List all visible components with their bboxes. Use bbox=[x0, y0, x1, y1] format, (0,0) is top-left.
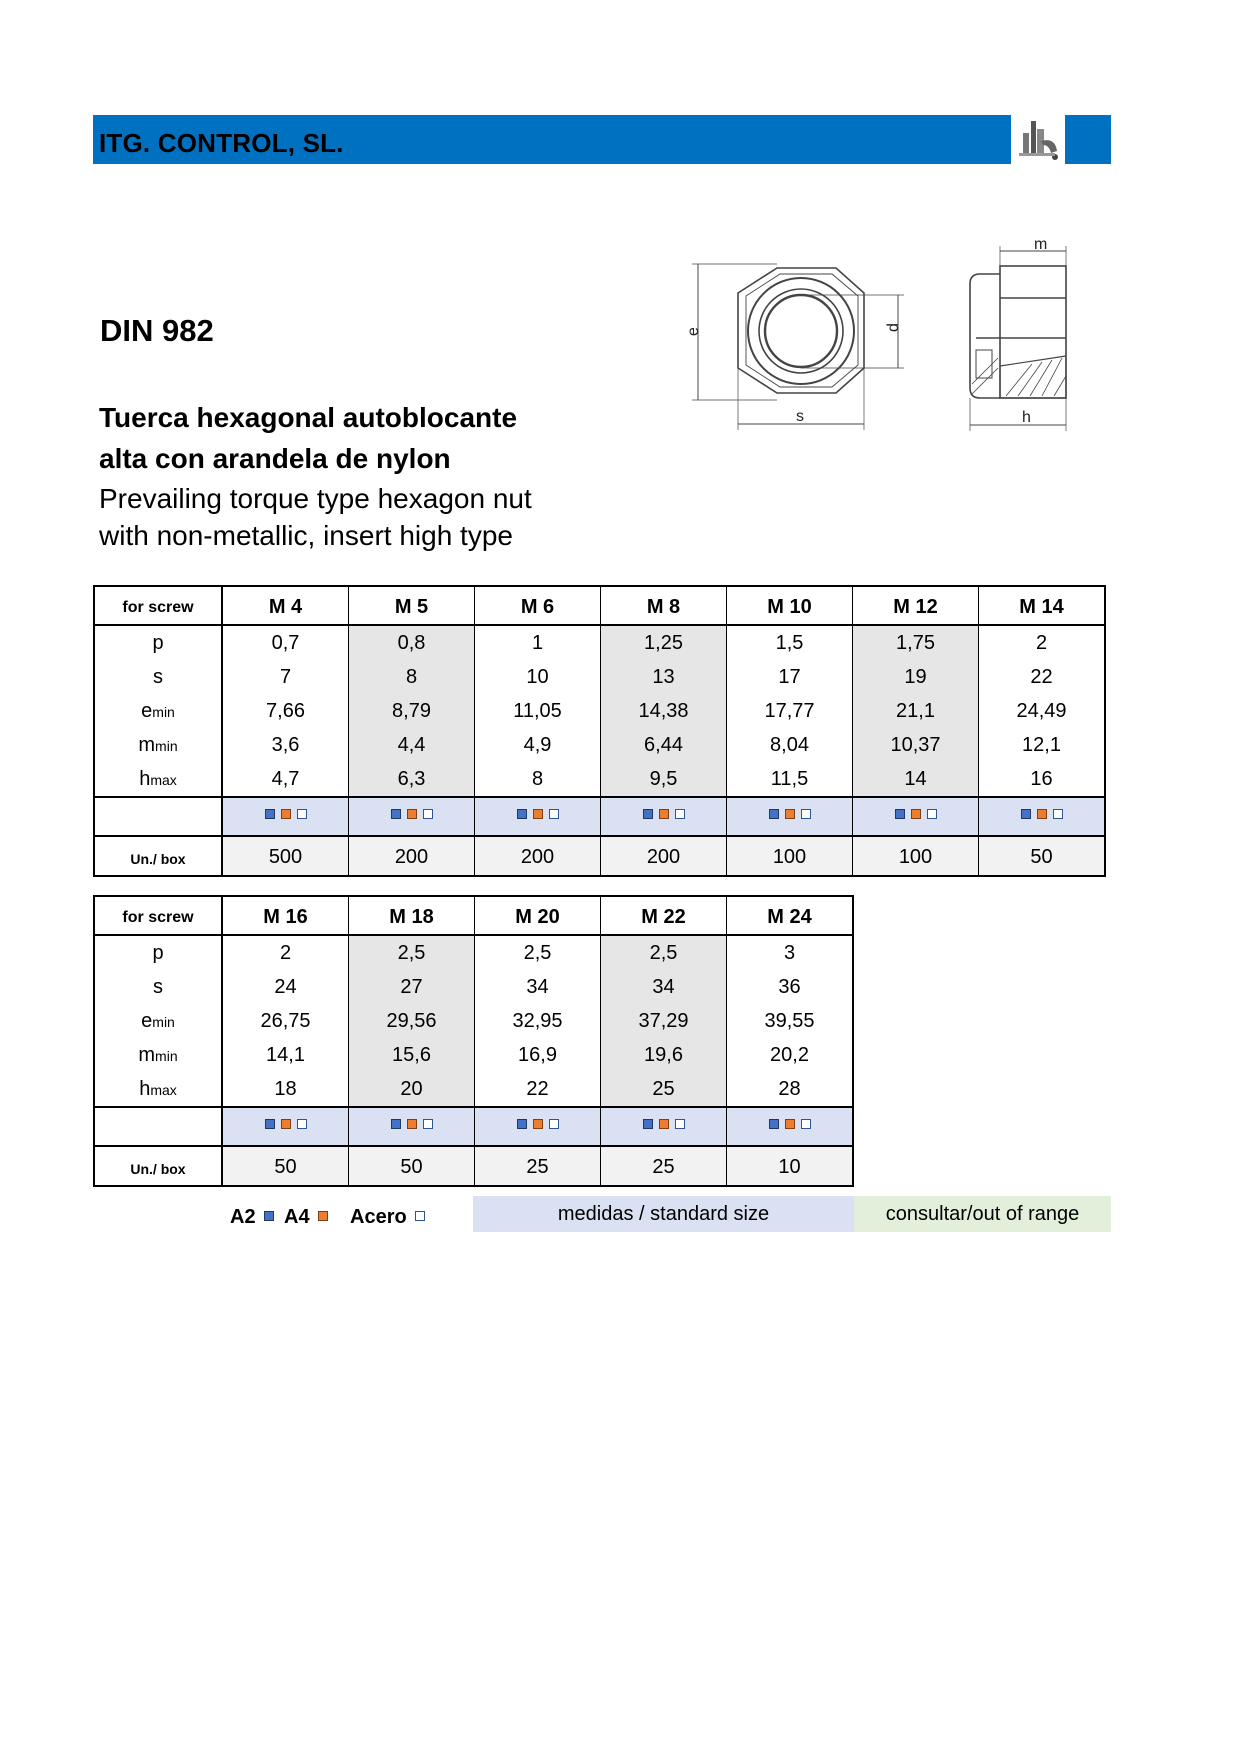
company-logo bbox=[1011, 115, 1065, 164]
acero-square-icon bbox=[423, 809, 433, 819]
dimensions-table-1 bbox=[93, 585, 1106, 877]
a2-square-icon bbox=[643, 809, 653, 819]
cell-box: 50 bbox=[349, 1146, 475, 1186]
row-label-h-sub: max bbox=[150, 1081, 177, 1098]
cell-box: 200 bbox=[475, 836, 601, 876]
acero-square-icon bbox=[549, 809, 559, 819]
a2-square-icon bbox=[769, 809, 779, 819]
cell-m: 12,1 bbox=[979, 728, 1106, 762]
row-label-h-main: h bbox=[139, 1077, 151, 1100]
drawing-label-m: m bbox=[1034, 238, 1048, 253]
a4-square-icon bbox=[407, 1119, 417, 1129]
drawing-label-d: d bbox=[885, 323, 902, 332]
row-label-m-main: m bbox=[138, 1043, 156, 1066]
row-label-e-main: e bbox=[141, 699, 153, 722]
acero-square-icon bbox=[1053, 809, 1063, 819]
row-label-s-main: s bbox=[153, 665, 163, 688]
cell-m: 4,4 bbox=[349, 728, 475, 762]
material-availability bbox=[475, 797, 601, 830]
a4-square-icon bbox=[785, 809, 795, 819]
cell-h: 8 bbox=[475, 762, 601, 797]
screw-size-header: M 5 bbox=[349, 586, 475, 625]
row-label-p-main: p bbox=[152, 631, 164, 654]
for-screw-label: for screw bbox=[94, 586, 222, 625]
material-availability bbox=[475, 1107, 601, 1140]
legend-out-of-range: consultar/out of range bbox=[854, 1196, 1111, 1232]
cell-h: 22 bbox=[475, 1072, 601, 1107]
row-label-p bbox=[94, 935, 222, 970]
cell-e: 14,38 bbox=[601, 694, 727, 728]
acero-square-icon bbox=[927, 809, 937, 819]
description-en-line-1: Prevailing torque type hexagon nut bbox=[99, 483, 532, 514]
cell-m: 8,04 bbox=[727, 728, 853, 762]
row-label-m-sub: min bbox=[155, 737, 178, 754]
cell-e: 21,1 bbox=[853, 694, 979, 728]
cell-m: 6,44 bbox=[601, 728, 727, 762]
cell-p: 2,5 bbox=[349, 935, 475, 970]
for-screw-label: for screw bbox=[94, 896, 222, 935]
legend-a4 bbox=[284, 1206, 331, 1229]
cell-m: 14,1 bbox=[222, 1038, 349, 1072]
row-label-m-main: m bbox=[138, 733, 156, 756]
screw-size-header: M 20 bbox=[475, 896, 601, 935]
screw-size-header: M 10 bbox=[727, 586, 853, 625]
legend-standard-size: medidas / standard size bbox=[473, 1196, 854, 1232]
cell-e: 11,05 bbox=[475, 694, 601, 728]
material-availability bbox=[222, 1107, 349, 1140]
cell-h: 16 bbox=[979, 762, 1106, 797]
cell-p: 3 bbox=[727, 935, 854, 970]
cell-h: 14 bbox=[853, 762, 979, 797]
row-label-h-main: h bbox=[139, 767, 151, 790]
row-label-h bbox=[94, 1072, 222, 1107]
cell-h: 20 bbox=[349, 1072, 475, 1107]
cell-p: 1,5 bbox=[727, 625, 853, 660]
a4-square-icon bbox=[533, 809, 543, 819]
row-label-m bbox=[94, 728, 222, 762]
row-label-s bbox=[94, 970, 222, 1004]
a4-square-icon bbox=[281, 1119, 291, 1129]
cell-e: 24,49 bbox=[979, 694, 1106, 728]
row-label-e-sub: min bbox=[152, 1013, 175, 1030]
cell-p: 1,25 bbox=[601, 625, 727, 660]
a2-square-icon bbox=[517, 1119, 527, 1129]
cell-h: 18 bbox=[222, 1072, 349, 1107]
screw-size-header: M 4 bbox=[222, 586, 349, 625]
drawing-label-h: h bbox=[1022, 409, 1031, 426]
cell-p: 1 bbox=[475, 625, 601, 660]
row-label-m bbox=[94, 1038, 222, 1072]
material-availability bbox=[853, 797, 979, 830]
screw-size-header: M 14 bbox=[979, 586, 1106, 625]
row-label-p-main: p bbox=[152, 941, 164, 964]
a2-square-icon bbox=[391, 809, 401, 819]
row-label-m-sub: min bbox=[155, 1047, 178, 1064]
cell-box: 200 bbox=[601, 836, 727, 876]
cell-e: 26,75 bbox=[222, 1004, 349, 1038]
a2-square-icon bbox=[643, 1119, 653, 1129]
cell-m: 16,9 bbox=[475, 1038, 601, 1072]
cell-h: 28 bbox=[727, 1072, 854, 1107]
cell-box: 10 bbox=[727, 1146, 854, 1186]
cell-s: 27 bbox=[349, 970, 475, 1004]
cell-box: 50 bbox=[979, 836, 1106, 876]
material-availability bbox=[979, 797, 1106, 830]
a2-square-icon bbox=[895, 809, 905, 819]
material-availability bbox=[601, 797, 727, 830]
screw-size-header: M 16 bbox=[222, 896, 349, 935]
row-label-e bbox=[94, 694, 222, 728]
material-availability bbox=[349, 797, 475, 830]
company-name: ITG. CONTROL, SL. bbox=[99, 128, 344, 158]
cell-m: 15,6 bbox=[349, 1038, 475, 1072]
cell-m: 20,2 bbox=[727, 1038, 854, 1072]
drawing-label-e: e bbox=[685, 327, 702, 336]
material-row-label bbox=[94, 1107, 222, 1140]
row-label-e-sub: min bbox=[152, 703, 175, 720]
row-label-p bbox=[94, 625, 222, 660]
cell-e: 8,79 bbox=[349, 694, 475, 728]
acero-square-icon bbox=[549, 1119, 559, 1129]
cell-p: 2 bbox=[979, 625, 1106, 660]
material-row-label bbox=[94, 797, 222, 830]
cell-box: 100 bbox=[727, 836, 853, 876]
acero-square-icon bbox=[675, 1119, 685, 1129]
cell-box: 500 bbox=[222, 836, 349, 876]
description-english bbox=[99, 480, 532, 554]
cell-e: 37,29 bbox=[601, 1004, 727, 1038]
a4-square-icon bbox=[318, 1211, 328, 1221]
cell-p: 0,8 bbox=[349, 625, 475, 660]
material-availability bbox=[727, 1107, 854, 1140]
cell-box: 50 bbox=[222, 1146, 349, 1186]
cell-s: 17 bbox=[727, 660, 853, 694]
legend-a2-label: A2 bbox=[230, 1206, 256, 1228]
description-es-line-2: alta con arandela de nylon bbox=[99, 443, 451, 474]
acero-square-icon bbox=[423, 1119, 433, 1129]
cell-m: 10,37 bbox=[853, 728, 979, 762]
cell-box: 200 bbox=[349, 836, 475, 876]
cell-s: 7 bbox=[222, 660, 349, 694]
cell-s: 24 bbox=[222, 970, 349, 1004]
cell-p: 2,5 bbox=[601, 935, 727, 970]
cell-h: 11,5 bbox=[727, 762, 853, 797]
cell-e: 29,56 bbox=[349, 1004, 475, 1038]
a2-square-icon bbox=[265, 809, 275, 819]
row-label-s-main: s bbox=[153, 975, 163, 998]
a4-square-icon bbox=[281, 809, 291, 819]
a4-square-icon bbox=[407, 809, 417, 819]
screw-size-header: M 24 bbox=[727, 896, 854, 935]
legend-acero-label: Acero bbox=[350, 1206, 407, 1228]
a4-square-icon bbox=[659, 809, 669, 819]
row-label-e-main: e bbox=[141, 1009, 153, 1032]
a4-square-icon bbox=[1037, 809, 1047, 819]
cell-e: 7,66 bbox=[222, 694, 349, 728]
cell-s: 8 bbox=[349, 660, 475, 694]
cell-p: 2 bbox=[222, 935, 349, 970]
a2-square-icon bbox=[1021, 809, 1031, 819]
cell-m: 4,9 bbox=[475, 728, 601, 762]
cell-p: 1,75 bbox=[853, 625, 979, 660]
cell-box: 100 bbox=[853, 836, 979, 876]
material-availability bbox=[727, 797, 853, 830]
cell-h: 25 bbox=[601, 1072, 727, 1107]
nut-technical-drawing bbox=[680, 238, 1080, 438]
material-availability bbox=[222, 797, 349, 830]
screw-size-header: M 8 bbox=[601, 586, 727, 625]
cell-h: 9,5 bbox=[601, 762, 727, 797]
legend-a4-label: A4 bbox=[284, 1206, 310, 1228]
row-label-h bbox=[94, 762, 222, 797]
a4-square-icon bbox=[785, 1119, 795, 1129]
cell-m: 19,6 bbox=[601, 1038, 727, 1072]
material-availability bbox=[349, 1107, 475, 1140]
cell-s: 22 bbox=[979, 660, 1106, 694]
dimensions-table-2 bbox=[93, 895, 854, 1187]
screw-size-header: M 12 bbox=[853, 586, 979, 625]
a2-square-icon bbox=[769, 1119, 779, 1129]
screw-size-header: M 18 bbox=[349, 896, 475, 935]
cell-e: 17,77 bbox=[727, 694, 853, 728]
acero-square-icon bbox=[297, 809, 307, 819]
row-label-s bbox=[94, 660, 222, 694]
cell-s: 13 bbox=[601, 660, 727, 694]
cell-box: 25 bbox=[601, 1146, 727, 1186]
cell-s: 36 bbox=[727, 970, 854, 1004]
cell-p: 0,7 bbox=[222, 625, 349, 660]
legend-acero bbox=[350, 1206, 428, 1229]
a2-square-icon bbox=[265, 1119, 275, 1129]
legend-a2 bbox=[230, 1206, 277, 1229]
a4-square-icon bbox=[659, 1119, 669, 1129]
un-box-label: Un./ box bbox=[94, 836, 222, 876]
acero-square-icon bbox=[801, 1119, 811, 1129]
cell-box: 25 bbox=[475, 1146, 601, 1186]
acero-square-icon bbox=[415, 1211, 425, 1221]
material-availability bbox=[601, 1107, 727, 1140]
cell-m: 3,6 bbox=[222, 728, 349, 762]
acero-square-icon bbox=[675, 809, 685, 819]
description-en-line-2: with non-metallic, insert high type bbox=[99, 520, 513, 551]
un-box-label: Un./ box bbox=[94, 1146, 222, 1186]
cell-h: 6,3 bbox=[349, 762, 475, 797]
screw-size-header: M 6 bbox=[475, 586, 601, 625]
row-label-e bbox=[94, 1004, 222, 1038]
drawing-label-s: s bbox=[796, 408, 804, 425]
row-label-h-sub: max bbox=[150, 771, 177, 788]
description-spanish bbox=[99, 397, 517, 479]
cell-h: 4,7 bbox=[222, 762, 349, 797]
a4-square-icon bbox=[533, 1119, 543, 1129]
cell-p: 2,5 bbox=[475, 935, 601, 970]
screw-size-header: M 22 bbox=[601, 896, 727, 935]
cell-s: 34 bbox=[601, 970, 727, 1004]
cell-s: 19 bbox=[853, 660, 979, 694]
cell-s: 10 bbox=[475, 660, 601, 694]
a2-square-icon bbox=[517, 809, 527, 819]
description-es-line-1: Tuerca hexagonal autoblocante bbox=[99, 402, 518, 433]
cell-e: 32,95 bbox=[475, 1004, 601, 1038]
header-bar bbox=[93, 115, 1111, 164]
acero-square-icon bbox=[801, 809, 811, 819]
acero-square-icon bbox=[297, 1119, 307, 1129]
a4-square-icon bbox=[911, 809, 921, 819]
a2-square-icon bbox=[391, 1119, 401, 1129]
a2-square-icon bbox=[264, 1211, 274, 1221]
cell-s: 34 bbox=[475, 970, 601, 1004]
document-title: DIN 982 bbox=[100, 313, 214, 348]
cell-e: 39,55 bbox=[727, 1004, 854, 1038]
